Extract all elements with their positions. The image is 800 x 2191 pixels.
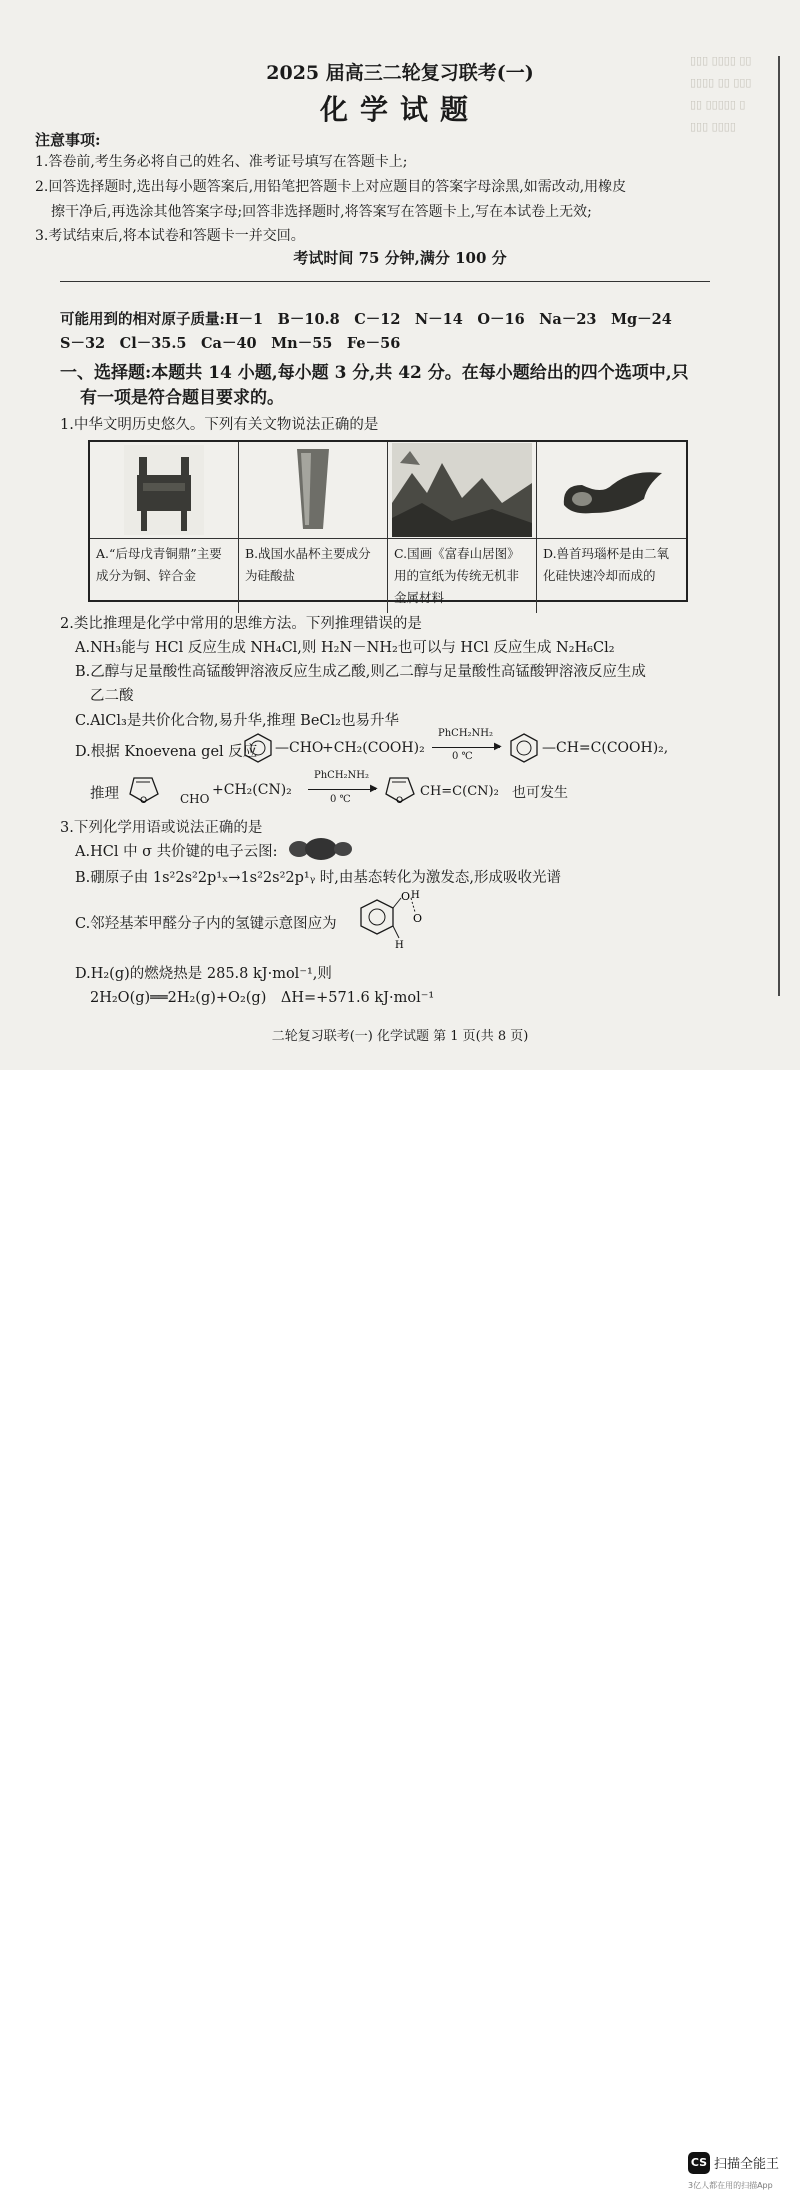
subject-title: 化学试题 (319, 93, 480, 126)
reaction-2-catalyst: PhCH₂NH₂ (314, 770, 370, 781)
exam-title: 2025 届高三二轮复习联考(一) (266, 62, 534, 84)
notice-item-3: 3.考试结束后,将本试卷和答题卡一并交回。 (35, 228, 305, 244)
benzene-ring-icon (242, 732, 274, 764)
question-3-stem: 3.下列化学用语或说法正确的是 (60, 820, 263, 836)
notice-item-2-cont: 擦干净后,再选涂其他答案字母;回答非选择题时,将答案写在答题卡上,写在本试卷上无效; (51, 204, 592, 220)
landscape-painting-photo (388, 442, 536, 539)
camscanner-tagline: 3亿人都在用的扫描App (688, 2181, 773, 2190)
notice-item-1: 1.答卷前,考生务必将自己的姓名、准考证号填写在答题卡上; (35, 154, 408, 170)
page-footer: 二轮复习联考(一) 化学试题 第 1 页(共 8 页) (271, 1029, 529, 1044)
reaction-2-aldehyde: CHO (180, 792, 210, 806)
atomic-mass-line-1: 可能用到的相对原子质量:H－1 B－10.8 C－12 N－14 O－16 Na－23 Mg－24 (60, 311, 672, 328)
inference-label: 推理 (90, 786, 119, 802)
arrow-head-icon: ▶ (370, 783, 378, 794)
sigma-bond-cloud-icon (285, 836, 355, 862)
paper-sheet (0, 0, 800, 1070)
page-edge-line (778, 56, 780, 996)
reaction-1-aldehyde: —CHO (275, 740, 324, 756)
furan-ring-icon (382, 770, 422, 806)
question-3-option-d-equation: 2H₂O(g)══2H₂(g)+O₂(g) ΔH=+571.6 kJ·mol⁻¹ (90, 990, 435, 1006)
question-3-option-b: B.硼原子由 1s²2s²2p¹ₓ→1s²2s²2p¹ᵧ 时,由基态转化为激发态,形成吸收光谱 (75, 870, 562, 886)
question-2-option-a: A.NH₃能与 HCl 反应生成 NH₄Cl,则 H₂N－NH₂也可以与 HCl 反应生成 N₂H₆Cl₂ (75, 640, 615, 656)
question-3-option-c: C.邻羟基苯甲醛分子内的氢键示意图应为 (75, 916, 337, 932)
reaction-1-reagent: +CH₂(COOH)₂ (322, 740, 425, 756)
relic-caption-c: C.国画《富春山居图》用的宣纸为传统无机非金属材料 (394, 546, 520, 605)
relic-caption-b: B.战国水晶杯主要成分为硅酸盐 (245, 546, 371, 583)
bronze-ding-photo (90, 442, 238, 539)
notice-item-2: 2.回答选择题时,选出每小题答案后,用铅笔把答题卡上对应题目的答案字母涂黑,如需改动,用橡皮 (35, 179, 627, 195)
question-1-stem: 1.中华文明历史悠久。下列有关文物说法正确的是 (60, 417, 379, 433)
relic-cell-b (239, 442, 388, 613)
relic-caption-a: A.“后母戊青铜鼎”主要成分为铜、锌合金 (96, 546, 222, 583)
atom-h-2: H (395, 940, 404, 951)
reaction-2-product: CH=C(CN)₂ (420, 784, 499, 799)
relic-cell-a (90, 442, 239, 613)
atom-o-1: O (401, 890, 411, 903)
reaction-2-arrow (308, 789, 376, 790)
question-3-option-d: D.H₂(g)的燃烧热是 285.8 kJ·mol⁻¹,则 (75, 966, 332, 982)
bleed-through-text: ▯▯▯ ▯▯▯▯ ▯▯ ▯▯▯▯ ▯▯ ▯▯▯ ▯▯ ▯▯▯▯▯ ▯ ▯▯▯ ▯▯▯▯ (690, 54, 752, 133)
hydrogen-bond-diagram (355, 886, 425, 952)
furan-oxygen-label: O (140, 796, 148, 806)
reaction-1-arrow (432, 747, 500, 748)
arrow-head-icon: ▶ (494, 741, 502, 752)
relic-cell-d (537, 442, 686, 613)
agate-rhyton-photo (537, 442, 686, 539)
relic-cell-c (388, 442, 537, 613)
section-heading-cont: 有一项是符合题目要求的。 (80, 388, 284, 408)
atom-h-1: H (411, 890, 420, 901)
reaction-1-temp: 0 ℃ (452, 751, 473, 762)
reaction-1-catalyst: PhCH₂NH₂ (438, 728, 494, 739)
reaction-2-reagent: +CH₂(CN)₂ (212, 782, 292, 798)
relic-caption-d: D.兽首玛瑙杯是由二氧化硅快速冷却而成的 (543, 546, 670, 583)
exam-time-info: 考试时间 75 分钟,满分 100 分 (293, 249, 507, 267)
question-2-option-b: B.乙醇与足量酸性高锰酸钾溶液反应生成乙酸,则乙二醇与足量酸性高锰酸钾溶液反应生成 (75, 664, 646, 680)
atom-o-2: O (413, 912, 423, 925)
scanner-watermark-bar (0, 1070, 800, 2190)
camscanner-logo: CS (688, 2152, 710, 2174)
benzene-ring-icon (508, 732, 540, 764)
crystal-cup-photo (239, 442, 387, 539)
question-3-option-a: A.HCl 中 σ 共价键的电子云图: (75, 844, 278, 860)
furan-oxygen-label: O (396, 796, 404, 806)
camscanner-name: 扫描全能王 (714, 2157, 780, 2172)
reaction-1-product: —CH=C(COOH)₂, (542, 740, 669, 756)
question-2-option-d: D.根据 Knoevena gel 反应 (75, 744, 258, 760)
divider (60, 281, 710, 282)
reaction-2-suffix: 也可发生 (512, 785, 568, 801)
question-2-option-b-cont: 乙二酸 (90, 688, 134, 704)
notice-heading: 注意事项: (35, 131, 101, 149)
relic-table (88, 440, 688, 605)
section-heading: 一、选择题:本题共 14 小题,每小题 3 分,共 42 分。在每小题给出的四个选项中,只 (60, 363, 689, 383)
atomic-mass-line-2: S－32 Cl－35.5 Ca－40 Mn－55 Fe－56 (60, 335, 401, 352)
furan-ring-icon (126, 770, 166, 806)
question-2-stem: 2.类比推理是化学中常用的思维方法。下列推理错误的是 (60, 616, 422, 632)
reaction-2-temp: 0 ℃ (330, 794, 351, 805)
question-2-option-c: C.AlCl₃是共价化合物,易升华,推理 BeCl₂也易升华 (75, 713, 399, 729)
